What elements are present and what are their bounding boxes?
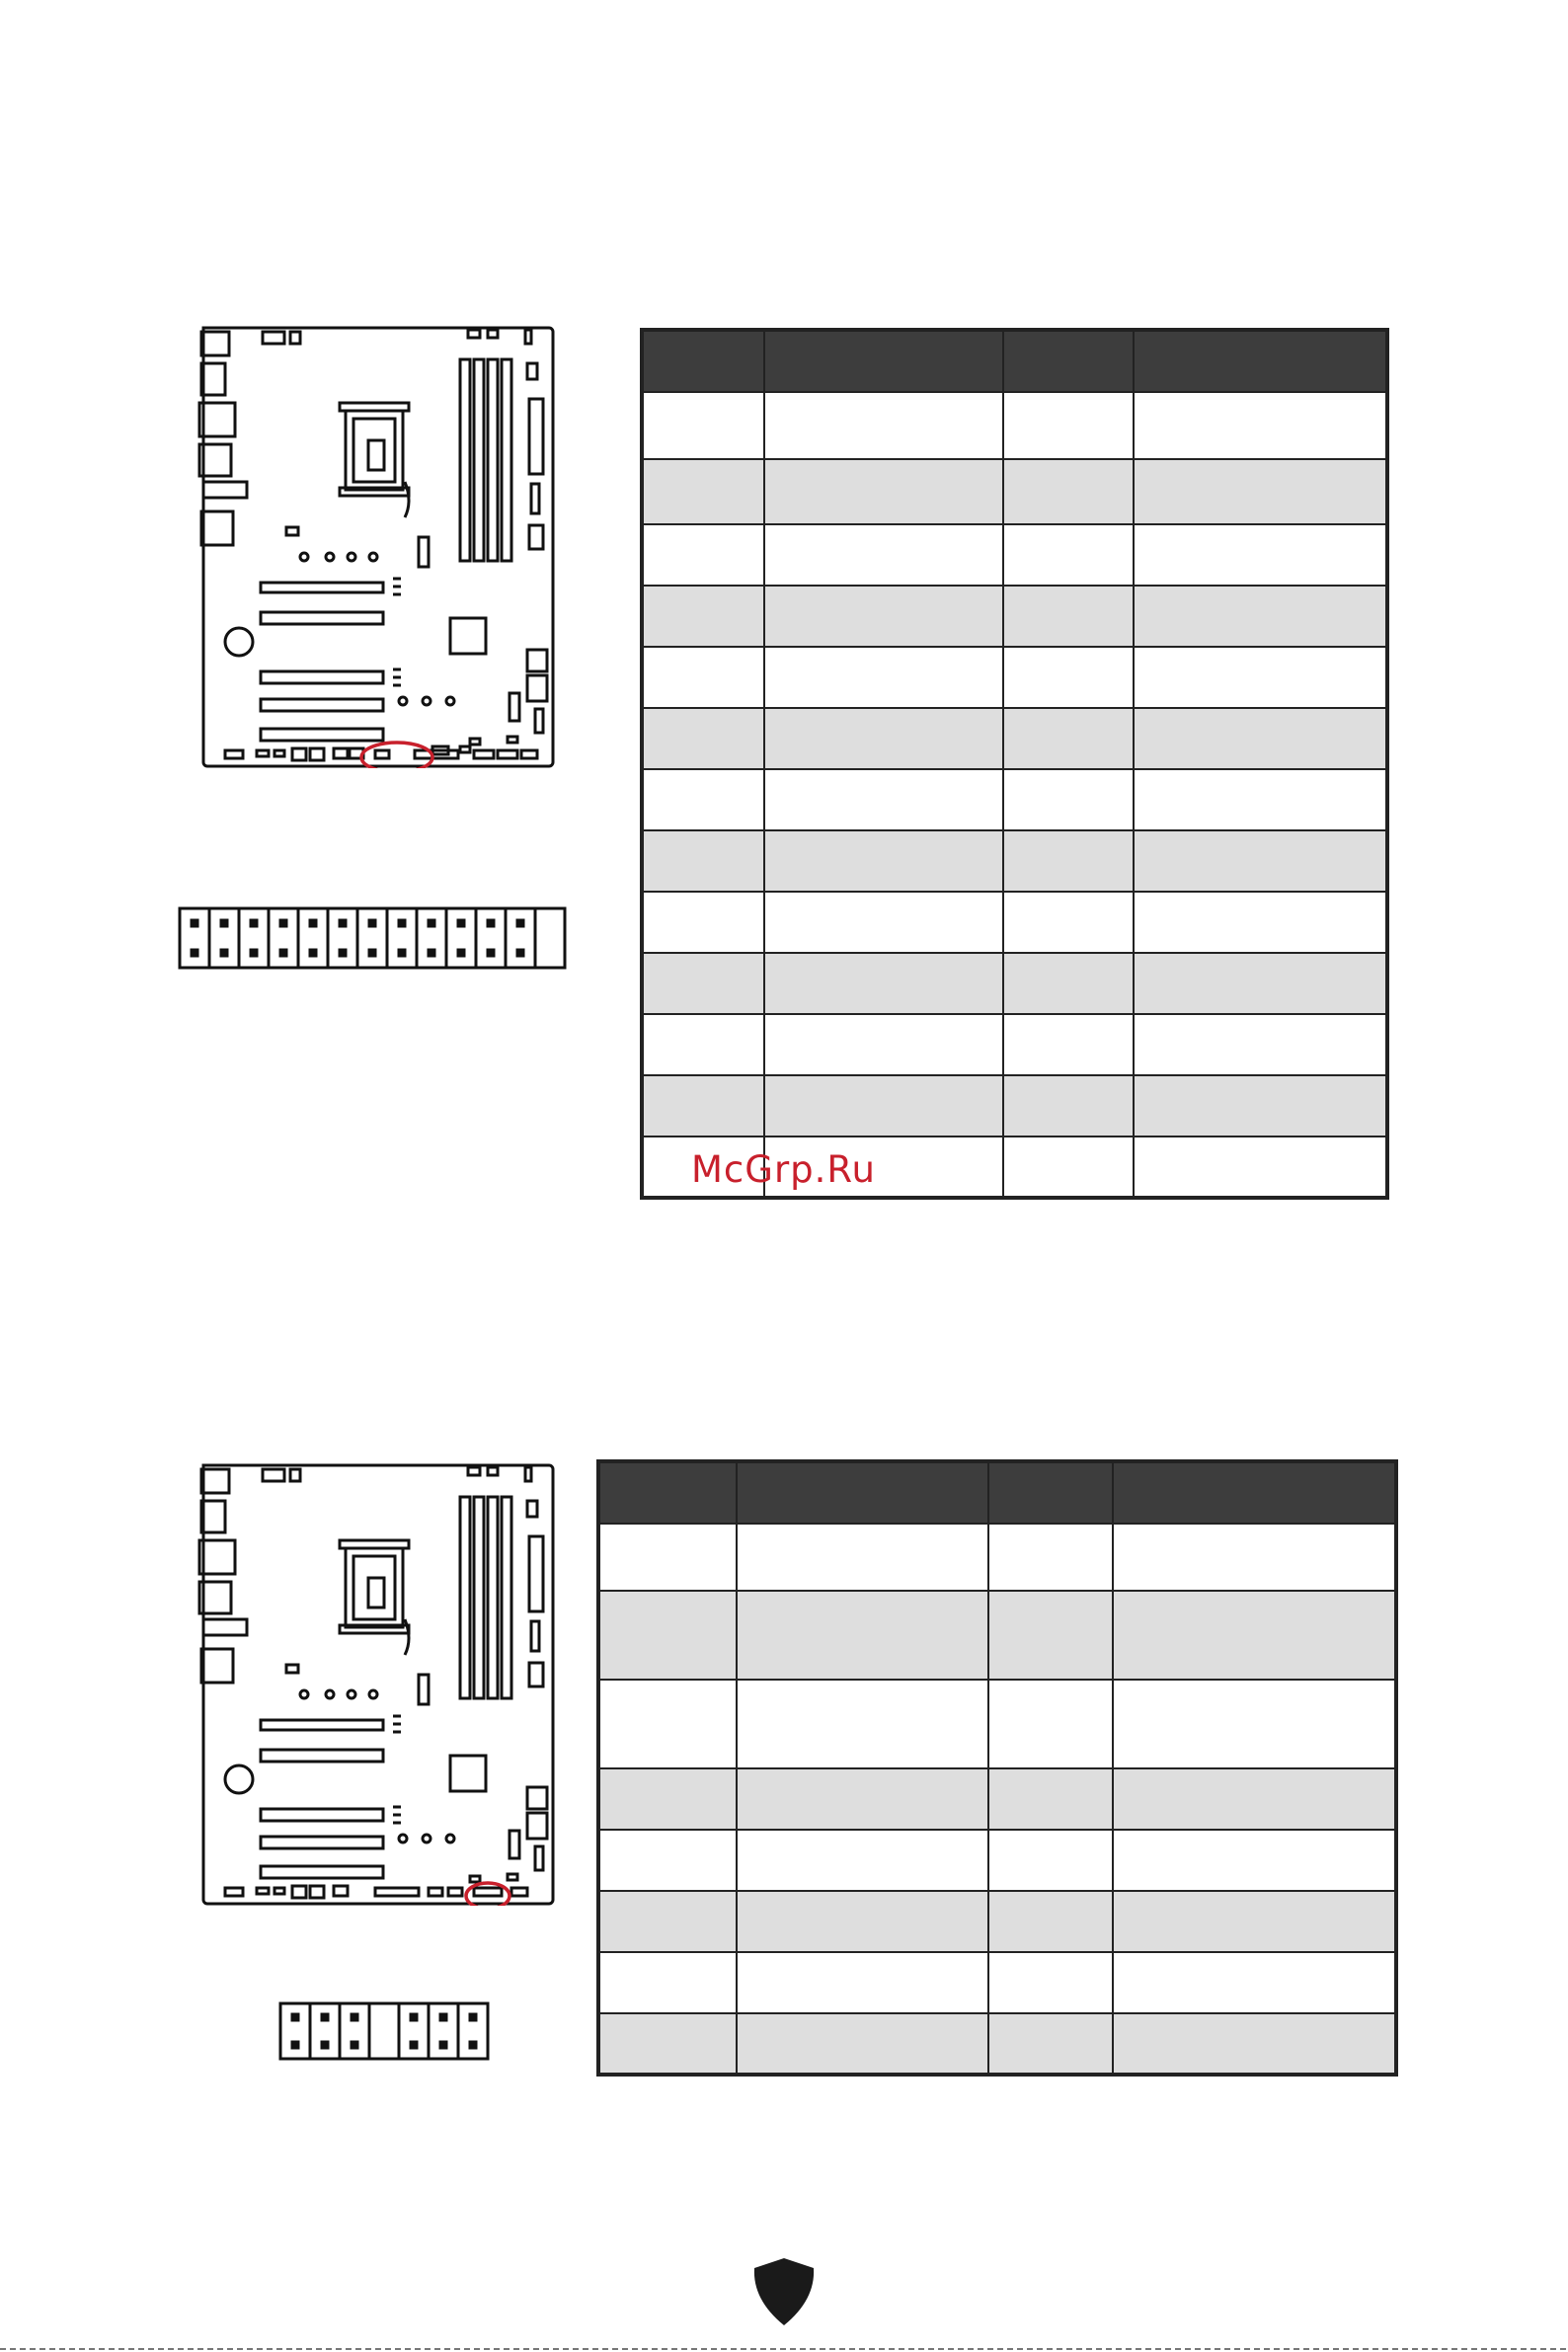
pin: [250, 919, 259, 928]
table-cell: [1134, 392, 1387, 459]
pin: [428, 949, 436, 958]
pin: [368, 949, 377, 958]
table-cell: [598, 1768, 737, 1830]
table-row: [642, 524, 1387, 586]
table-row: [598, 2013, 1396, 2075]
pin-header-2: [278, 2001, 492, 2065]
table-cell: [642, 392, 764, 459]
motherboard-layout-1: [196, 324, 556, 768]
table-cell: [1113, 1680, 1396, 1768]
table-cell: [764, 1075, 1003, 1137]
table-cell: [988, 1952, 1113, 2013]
table-cell: [1134, 708, 1387, 769]
table-cell: [1134, 524, 1387, 586]
table-cell: [764, 708, 1003, 769]
table-row: [642, 586, 1387, 647]
table-cell: [1113, 1952, 1396, 2013]
pin: [516, 919, 525, 928]
pin-header-2-drawing: [278, 2001, 492, 2061]
table-cell: [764, 586, 1003, 647]
pin: [191, 919, 199, 928]
table-cell: [1003, 830, 1134, 892]
table-cell: [737, 1680, 988, 1768]
table-cell: [988, 1891, 1113, 1952]
table-cell: [598, 1680, 737, 1768]
table-cell: [764, 892, 1003, 953]
pin: [351, 2041, 359, 2050]
header-cell: [642, 330, 764, 392]
pin: [439, 2013, 448, 2022]
header-cell: [988, 1461, 1113, 1524]
pin: [279, 919, 288, 928]
table-cell: [737, 1591, 988, 1680]
table-cell: [642, 953, 764, 1014]
table-row: [642, 1014, 1387, 1075]
table-row: [642, 392, 1387, 459]
pin-definition-table-2: [596, 1459, 1398, 2077]
table-cell: [598, 1891, 737, 1952]
table-cell: [1134, 459, 1387, 524]
table-cell: [1113, 1768, 1396, 1830]
table-cell: [1113, 1524, 1396, 1591]
table-header-row: [642, 330, 1387, 392]
pin: [457, 919, 466, 928]
table-cell: [642, 647, 764, 708]
pin: [309, 949, 318, 958]
pin: [321, 2041, 330, 2050]
table-cell: [642, 586, 764, 647]
table-cell: [1003, 1137, 1134, 1198]
table-cell: [1003, 892, 1134, 953]
table-cell: [764, 392, 1003, 459]
table-cell: [988, 2013, 1113, 2075]
motherboard-diagram-1: [196, 324, 556, 768]
table-cell: [1134, 769, 1387, 830]
table-cell: [1134, 953, 1387, 1014]
pin: [220, 919, 229, 928]
table-cell: [737, 1891, 988, 1952]
header-cell: [1134, 330, 1387, 392]
pin: [469, 2041, 478, 2050]
table-cell: [764, 769, 1003, 830]
pin: [410, 2013, 419, 2022]
table-cell: [642, 1014, 764, 1075]
table-cell: [1134, 1137, 1387, 1198]
pin: [487, 919, 496, 928]
table-cell: [988, 1524, 1113, 1591]
table-cell: [598, 1952, 737, 2013]
table-cell: [1003, 708, 1134, 769]
table-cell: [737, 2013, 988, 2075]
pin: [457, 949, 466, 958]
table-cell: [1134, 1075, 1387, 1137]
table-cell: [642, 524, 764, 586]
table-cell: [1003, 1014, 1134, 1075]
table-cell: [764, 953, 1003, 1014]
table-cell: [737, 1768, 988, 1830]
table-cell: [642, 830, 764, 892]
watermark: McGrp.Ru: [691, 1148, 876, 1191]
footer-divider: [0, 2348, 1568, 2350]
table-cell: [1134, 830, 1387, 892]
table-cell: [764, 647, 1003, 708]
pin: [410, 2041, 419, 2050]
table-row: [642, 830, 1387, 892]
header-cell: [737, 1461, 988, 1524]
pin: [250, 949, 259, 958]
table-row: [642, 647, 1387, 708]
table-row: [598, 1830, 1396, 1891]
table-cell: [642, 459, 764, 524]
table-cell: [988, 1591, 1113, 1680]
table-cell: [737, 1830, 988, 1891]
table-cell: [1003, 392, 1134, 459]
table-row: [598, 1768, 1396, 1830]
highlight-ellipse: [361, 743, 432, 768]
table-cell: [1113, 1891, 1396, 1952]
table-cell: [598, 1830, 737, 1891]
header-cell: [764, 330, 1003, 392]
pin: [279, 949, 288, 958]
header-cell: [1113, 1461, 1396, 1524]
table-cell: [764, 1014, 1003, 1075]
table-cell: [1134, 586, 1387, 647]
table-cell: [1113, 1830, 1396, 1891]
table-cell: [1113, 1591, 1396, 1680]
pin: [368, 919, 377, 928]
table-row: [642, 459, 1387, 524]
table-cell: [642, 769, 764, 830]
table-row: [598, 1952, 1396, 2013]
table-cell: [642, 708, 764, 769]
table-cell: [598, 1524, 737, 1591]
pin: [351, 2013, 359, 2022]
pin: [309, 919, 318, 928]
motherboard-layout-2: [196, 1461, 556, 1906]
pin: [487, 949, 496, 958]
pin: [398, 949, 407, 958]
pin-header-1: [178, 906, 567, 974]
pin: [339, 919, 348, 928]
table-cell: [737, 1952, 988, 2013]
table-cell: [1134, 892, 1387, 953]
table-row: [642, 953, 1387, 1014]
table-cell: [1134, 1014, 1387, 1075]
table-row: [642, 892, 1387, 953]
table-row: [642, 1075, 1387, 1137]
table-cell: [1003, 524, 1134, 586]
table-cell: [1134, 647, 1387, 708]
table-cell: [1003, 769, 1134, 830]
table-cell: [642, 1075, 764, 1137]
pin-definition-table-1: [640, 328, 1389, 1200]
header-cell: [598, 1461, 737, 1524]
pin: [339, 949, 348, 958]
table-row: [598, 1591, 1396, 1680]
table-row: [598, 1891, 1396, 1952]
pin: [469, 2013, 478, 2022]
pin: [220, 949, 229, 958]
shield-icon: [750, 2256, 818, 2331]
table-cell: [598, 1591, 737, 1680]
table-cell: [764, 830, 1003, 892]
pin: [428, 919, 436, 928]
pin: [291, 2041, 300, 2050]
table-row: [598, 1524, 1396, 1591]
table-cell: [764, 459, 1003, 524]
pin: [398, 919, 407, 928]
pin: [516, 949, 525, 958]
pin: [439, 2041, 448, 2050]
table-header-row: [598, 1461, 1396, 1524]
table-cell: [988, 1680, 1113, 1768]
pin: [191, 949, 199, 958]
table-cell: [764, 524, 1003, 586]
table-row: [598, 1680, 1396, 1768]
table-row: [642, 769, 1387, 830]
pin: [291, 2013, 300, 2022]
table-cell: [1003, 586, 1134, 647]
table-cell: [1003, 953, 1134, 1014]
table-cell: [598, 2013, 737, 2075]
table-cell: [1003, 459, 1134, 524]
header-cell: [1003, 330, 1134, 392]
motherboard-diagram-2: [196, 1461, 556, 1906]
pin-header-1-drawing: [178, 906, 567, 970]
pin: [321, 2013, 330, 2022]
table-cell: [1003, 647, 1134, 708]
table-cell: [642, 892, 764, 953]
table-cell: [1113, 2013, 1396, 2075]
table-cell: [988, 1830, 1113, 1891]
table-cell: [737, 1524, 988, 1591]
table-cell: [988, 1768, 1113, 1830]
table-row: [642, 708, 1387, 769]
table-cell: [1003, 1075, 1134, 1137]
